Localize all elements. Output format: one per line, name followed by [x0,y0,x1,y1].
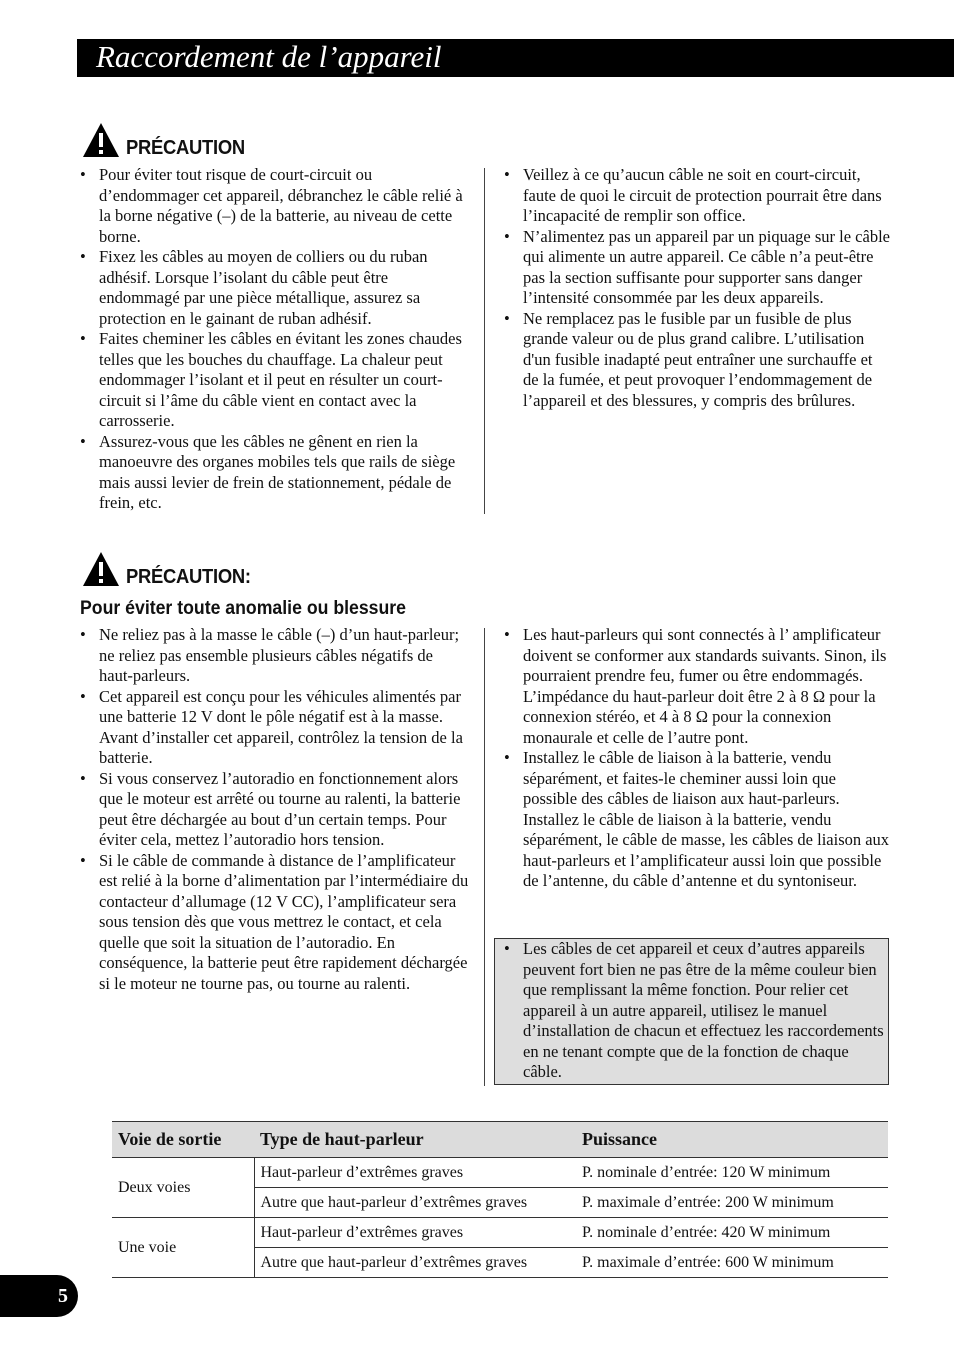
page-number: 5 [0,1275,78,1317]
list-item: • Si le câble de commande à distance de l’amplificateur est relié à la borne d’alimentation par l’intermédiaire du contacteur d’allumage (12 V CC), l’amplificateur sera sous tension dès que vous mettrez le contact, et cela quelle que soit la situation de l’autoradio. En conséquence, la batterie peut être rapidement déchargée si le moteur ne tourne pas, ou tourne au ralenti. [78,851,470,995]
caution-list-left-2 [78,625,470,994]
list-item: • Cet appareil est conçu pour les véhicules alimentés par une batterie 12 V dont le pôle négatif est à la masse. Avant d’installer cet appareil, contrôlez la tension de la batterie. [78,687,470,769]
table-row [112,1158,888,1188]
list-item: • Assurez-vous que les câbles ne gênent en rien la manoeuvre des organes mobiles tels que rails de siège mais aussi levier de frein de stationnement, pédale de frein, etc. [78,432,470,514]
caution-list-right-2 [502,625,892,892]
list-item: • Installez le câble de liaison à la batterie, vendu séparément, et faites-le cheminer aussi loin que possible des câbles de liaison aux haut-parleurs. Installez le câble de liaison à la batterie, vendu séparément, le câble de masse, les câbles de liaison aux haut-parleurs et l’amplificateur aussi loin que possible de l’antenne, du câble d’antenne et du syntoniseur. [502,748,892,892]
list-item: • Fixez les câbles au moyen de colliers ou du ruban adhésif. Lorsque l’isolant du câble peut être endommagé par une pièce métallique, assurez sa protection en le gainant de ruban adhésif. [78,247,470,329]
list-item: • Faites cheminer les câbles en évitant les zones chaudes telles que les bouches du chauffage. La chaleur peut endommager l’isolant et il peut en résulter un court-circuit si l’âme du câble vient en contact avec la carrosserie. [78,329,470,432]
highlighted-note: • Les câbles de cet appareil et ceux d’autres appareils peuvent fort bien ne pas être de la même couleur bien que remplissant la même fonction. Pour relier cet appareil à un autre appareil, utilisez le manuel d’installation de chacun et effectuez les raccordements en ne tenant compte que de la fonction de chaque câble. [502,939,884,1083]
column-divider [484,628,485,1086]
caution-heading-1 [82,122,255,158]
speaker-type-cell: Haut-parleur d’extrêmes graves [254,1218,576,1248]
output-cell: Deux voies [112,1158,254,1218]
caution-label: PRÉCAUTION: [126,566,251,588]
column-divider [484,168,485,514]
speaker-type-cell: Autre que haut-parleur d’extrêmes graves [254,1188,576,1218]
highlighted-note-list [502,939,884,1083]
speaker-type-cell: Haut-parleur d’extrêmes graves [254,1158,576,1188]
speaker-type-cell: Autre que haut-parleur d’extrêmes graves [254,1248,576,1278]
list-item: • N’alimentez pas un appareil par un piquage sur le câble qui alimente un autre appareil. Ce câble n’a peut-être pas la section suffisante pour supporter sans danger l’intensité consommée par les deux appareils. [502,227,892,309]
caution-list-right-1 [502,165,892,411]
list-item: • Veillez à ce qu’aucun câble ne soit en court-circuit, faute de quoi le circuit de protection pourrait être dans l’incapacité de remplir son office. [502,165,892,227]
list-item: • Ne remplacez pas le fusible par un fusible de plus grande valeur ou de plus grand calibre. L’utilisation d'un fusible inadapté peut entraîner une surchauffe et de la fumée, et peut provoquer l’endommagement de l’appareil et des blessures, y compris des brûlures. [502,309,892,412]
column-header: Puissance [576,1122,888,1158]
caution-label: PRÉCAUTION [126,137,245,159]
column-header: Voie de sortie [112,1122,254,1158]
table-row [112,1218,888,1248]
power-cell: P. nominale d’entrée: 120 W minimum [576,1158,888,1188]
caution-heading-2 [82,551,262,587]
warning-icon [82,551,120,587]
list-item: • Si vous conservez l’autoradio en fonctionnement alors que le moteur est arrêté ou tourne au ralenti, la batterie peut être déchargée au bout d’un certain temps. Pour éviter cela, mettez l’autoradio hors tension. [78,769,470,851]
title-bar [77,39,954,77]
warning-icon [82,122,120,158]
column-header: Type de haut-parleur [254,1122,576,1158]
list-item: • Ne reliez pas à la masse le câble (–) d’un haut-parleur; ne reliez pas ensemble plusieurs câbles négatifs de haut-parleurs. [78,625,470,687]
power-cell: P. maximale d’entrée: 600 W minimum [576,1248,888,1278]
page-title: Raccordement de l’appareil [96,39,442,74]
caution-list-left-1 [78,165,470,514]
power-cell: P. maximale d’entrée: 200 W minimum [576,1188,888,1218]
table-header-row [112,1122,888,1158]
list-item: • Pour éviter tout risque de court-circuit ou d’endommager cet appareil, débranchez le câble relié à la borne négative (–) de la batterie, au niveau de cette borne. [78,165,470,247]
power-cell: P. nominale d’entrée: 420 W minimum [576,1218,888,1248]
section-subheading: Pour éviter toute anomalie ou blessure [80,598,407,619]
output-cell: Une voie [112,1218,254,1278]
list-item: • Les haut-parleurs qui sont connectés à l’ amplificateur doivent se conformer aux standards suivants. Sinon, ils pourraient prendre feu, fumer ou être endommagés. L’impédance du haut-parleur doit être 2 à 8 Ω pour la connexion stéréo, et 4 à 8 Ω pour la connexion monaurale et celle de l’autre pont. [502,625,892,748]
speaker-power-table [112,1121,888,1278]
